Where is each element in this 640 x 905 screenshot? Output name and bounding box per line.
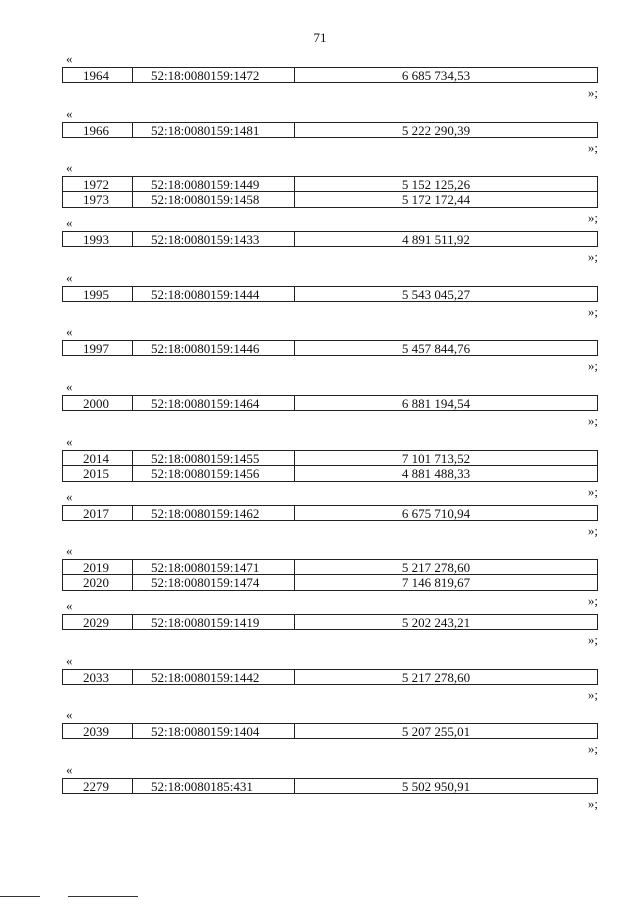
row-number-cell: 2019 [63, 560, 133, 574]
cadastral-number-cell: 52:18:0080159:1419 [133, 615, 295, 629]
cadastral-number-cell: 52:18:0080159:1474 [133, 575, 295, 590]
closing-quote: »; [587, 139, 598, 155]
closing-quote: »; [587, 210, 598, 226]
amendment-block [0, 325, 640, 380]
table [62, 231, 598, 247]
opening-quote: « [66, 269, 73, 285]
cadastral-number-cell: 52:18:0080159:1481 [133, 123, 295, 137]
opening-quote: « [66, 105, 73, 121]
table [62, 723, 598, 739]
table [62, 669, 598, 685]
table-row [62, 575, 598, 591]
table [62, 67, 598, 83]
cadastral-number-cell: 52:18:0080185:431 [133, 779, 295, 793]
value-cell: 5 457 844,76 [401, 341, 471, 357]
value-cell: 7 101 713,52 [401, 450, 471, 466]
table-row [62, 340, 598, 356]
table-row [62, 122, 598, 138]
footer-divider [68, 896, 138, 897]
table-row [62, 286, 598, 302]
table-row [62, 723, 598, 739]
value-cell: 6 881 194,54 [401, 396, 471, 412]
table [62, 395, 598, 411]
value-cell: 5 207 255,01 [401, 724, 471, 740]
table [62, 122, 598, 138]
table-row [62, 450, 598, 466]
opening-quote: « [66, 707, 73, 723]
value-cell: 5 543 045,27 [401, 286, 471, 302]
row-number-cell: 2000 [63, 396, 133, 410]
cadastral-number-cell: 52:18:0080159:1442 [133, 670, 295, 684]
row-number-cell: 1972 [63, 177, 133, 191]
closing-quote: »; [587, 741, 598, 757]
row-number-cell: 1993 [63, 232, 133, 246]
opening-quote: « [66, 597, 73, 613]
table-row [62, 778, 598, 794]
row-number-cell: 1973 [63, 192, 133, 207]
opening-quote: « [66, 379, 73, 395]
cadastral-number-cell: 52:18:0080159:1471 [133, 560, 295, 574]
cadastral-number-cell: 52:18:0080159:1472 [133, 68, 295, 82]
amendment-block [0, 380, 640, 435]
opening-quote: « [66, 433, 73, 449]
cadastral-number-cell: 52:18:0080159:1449 [133, 177, 295, 191]
closing-quote: »; [587, 303, 598, 319]
cadastral-number-cell: 52:18:0080159:1404 [133, 724, 295, 738]
table [62, 778, 598, 794]
amendment-block [0, 708, 640, 763]
table [62, 176, 598, 208]
value-cell: 5 152 125,26 [401, 177, 471, 193]
row-number-cell: 2039 [63, 724, 133, 738]
closing-quote: »; [587, 413, 598, 429]
value-cell: 4 881 488,33 [401, 465, 471, 481]
amendment-block [0, 543, 640, 609]
row-number-cell: 1997 [63, 341, 133, 355]
amendment-block [0, 599, 640, 654]
value-cell: 5 222 290,39 [401, 122, 471, 138]
row-number-cell: 2017 [63, 506, 133, 520]
row-number-cell: 2279 [63, 779, 133, 793]
cadastral-number-cell: 52:18:0080159:1446 [133, 341, 295, 355]
row-number-cell: 2033 [63, 670, 133, 684]
table-row [62, 395, 598, 411]
table [62, 340, 598, 356]
amendment-block [0, 271, 640, 326]
row-number-cell: 2020 [63, 575, 133, 590]
closing-quote: »; [587, 483, 598, 499]
value-cell: 5 172 172,44 [401, 192, 471, 208]
amendment-block [0, 433, 640, 499]
table-row [62, 176, 598, 192]
table-row [62, 559, 598, 575]
opening-quote: « [66, 761, 73, 777]
amendment-block [0, 107, 640, 162]
value-cell: 6 675 710,94 [401, 505, 471, 521]
table-row [62, 466, 598, 482]
cadastral-number-cell: 52:18:0080159:1464 [133, 396, 295, 410]
row-number-cell: 1964 [63, 68, 133, 82]
closing-quote: »; [587, 686, 598, 702]
footer-divider [0, 896, 40, 897]
value-cell: 5 217 278,60 [401, 560, 471, 576]
table-row [62, 231, 598, 247]
amendment-block [0, 216, 640, 271]
value-cell: 7 146 819,67 [401, 575, 471, 591]
cadastral-number-cell: 52:18:0080159:1433 [133, 232, 295, 246]
cadastral-number-cell: 52:18:0080159:1444 [133, 287, 295, 301]
value-cell: 5 202 243,21 [401, 614, 471, 630]
amendment-block [0, 654, 640, 709]
cadastral-number-cell: 52:18:0080159:1462 [133, 506, 295, 520]
table [62, 614, 598, 630]
table-row [62, 614, 598, 630]
opening-quote: « [66, 160, 73, 176]
page-number: 71 [313, 30, 327, 45]
opening-quote: « [66, 652, 73, 668]
closing-quote: »; [587, 593, 598, 609]
row-number-cell: 2029 [63, 615, 133, 629]
table-row [62, 67, 598, 83]
opening-quote: « [66, 324, 73, 340]
table-row [62, 669, 598, 685]
row-number-cell: 2014 [63, 451, 133, 465]
opening-quote: « [66, 215, 73, 231]
amendment-block [0, 52, 640, 107]
closing-quote: »; [587, 85, 598, 100]
value-cell: 6 685 734,53 [401, 68, 471, 83]
cadastral-number-cell: 52:18:0080159:1456 [133, 466, 295, 481]
table [62, 450, 598, 482]
amendment-block [0, 160, 640, 226]
row-number-cell: 1995 [63, 287, 133, 301]
cadastral-number-cell: 52:18:0080159:1455 [133, 451, 295, 465]
table [62, 505, 598, 521]
value-cell: 5 502 950,91 [401, 778, 471, 794]
amendment-blocks [0, 52, 640, 818]
closing-quote: »; [587, 249, 598, 265]
closing-quote: »; [587, 631, 598, 647]
row-number-cell: 1966 [63, 123, 133, 137]
table [62, 286, 598, 302]
opening-quote: « [66, 543, 73, 559]
closing-quote: »; [587, 795, 598, 811]
cadastral-number-cell: 52:18:0080159:1458 [133, 192, 295, 207]
closing-quote: »; [587, 358, 598, 374]
row-number-cell: 2015 [63, 466, 133, 481]
opening-quote: « [66, 51, 73, 66]
opening-quote: « [66, 488, 73, 504]
value-cell: 5 217 278,60 [401, 669, 471, 685]
closing-quote: »; [587, 522, 598, 538]
table [62, 559, 598, 591]
value-cell: 4 891 511,92 [402, 232, 470, 248]
table-row [62, 192, 598, 208]
amendment-block [0, 490, 640, 545]
amendment-block [0, 763, 640, 818]
table-row [62, 505, 598, 521]
